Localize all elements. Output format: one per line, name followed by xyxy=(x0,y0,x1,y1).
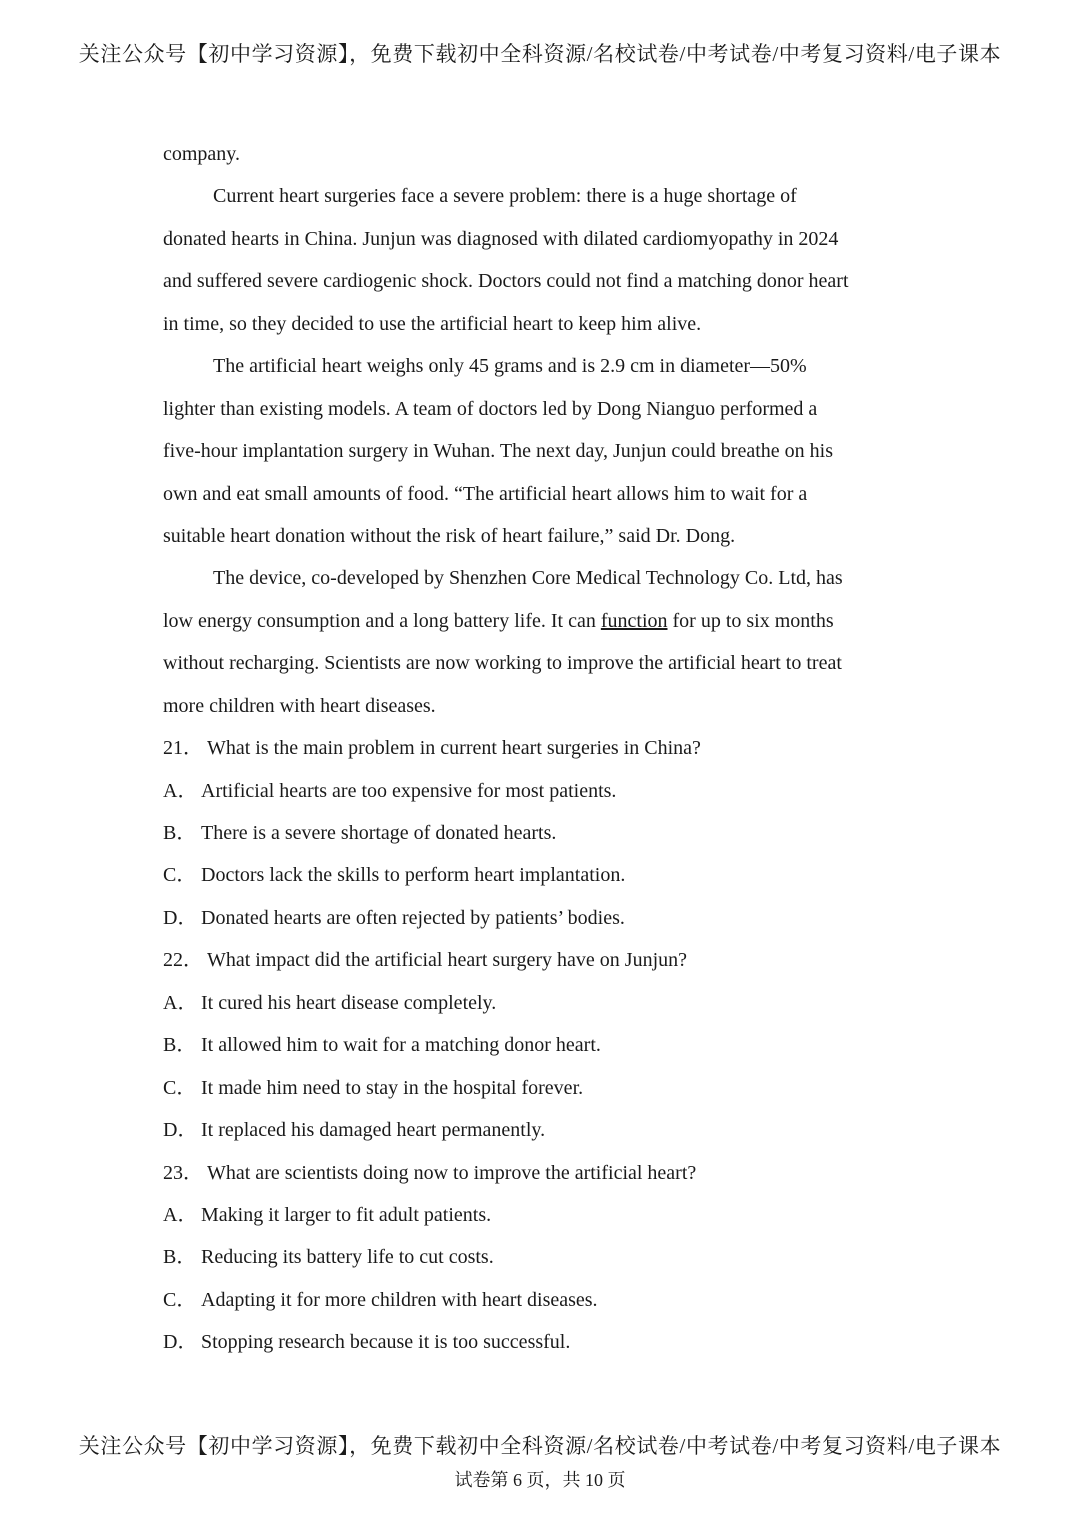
question-number: 23． xyxy=(163,1161,203,1184)
option-letter: D． xyxy=(163,906,198,929)
option-letter: D． xyxy=(163,1119,198,1142)
option-letter: B． xyxy=(163,1246,197,1269)
passage-line: and suffered severe cardiogenic shock. Doctors could not find a matching donor heart xyxy=(163,270,849,293)
option-text: It allowed him to wait for a matching donor heart. xyxy=(201,1034,601,1057)
option-21-b[interactable] xyxy=(163,819,923,861)
option-text: Making it larger to fit adult patients. xyxy=(201,1203,492,1226)
option-letter: A． xyxy=(163,991,198,1014)
option-text: It made him need to stay in the hospital forever. xyxy=(201,1076,584,1099)
exam-content xyxy=(163,140,923,1371)
question-number: 22． xyxy=(163,949,203,972)
passage-line: company. xyxy=(163,143,241,165)
passage-line: five-hour implantation surgery in Wuhan. The next day, Junjun could breathe on his xyxy=(163,440,833,463)
option-text: It cured his heart disease completely. xyxy=(201,991,497,1014)
question-23 xyxy=(163,1159,923,1201)
passage-text: for up to six months xyxy=(667,609,834,632)
question-text: What impact did the artificial heart surgery have on Junjun? xyxy=(207,949,688,972)
option-text: Artificial hearts are too expensive for most patients. xyxy=(201,779,617,802)
question-number: 21． xyxy=(163,737,203,760)
passage-line: without recharging. Scientists are now working to improve the artificial heart to treat xyxy=(163,652,842,675)
option-letter: B． xyxy=(163,1034,197,1057)
passage-line: more children with heart diseases. xyxy=(163,694,436,717)
option-22-b[interactable] xyxy=(163,1031,923,1073)
question-text: What is the main problem in current heart surgeries in China? xyxy=(207,737,701,760)
passage-line: donated hearts in China. Junjun was diagnosed with dilated cardiomyopathy in 2024 xyxy=(163,227,839,250)
option-text: It replaced his damaged heart permanently. xyxy=(201,1119,546,1142)
option-22-d[interactable] xyxy=(163,1116,923,1158)
option-letter: A． xyxy=(163,1203,198,1226)
passage-line: in time, so they decided to use the artificial heart to keep him alive. xyxy=(163,312,702,335)
option-letter: C． xyxy=(163,864,197,887)
option-21-c[interactable] xyxy=(163,861,923,903)
option-21-d[interactable] xyxy=(163,904,923,946)
passage-line xyxy=(163,607,923,649)
header-banner: 关注公众号【初中学习资源】，免费下载初中全科资源/名校试卷/中考试卷/中考复习资料/电子课本 xyxy=(78,42,1002,66)
option-letter: C． xyxy=(163,1076,197,1099)
question-21 xyxy=(163,734,923,776)
option-23-d[interactable] xyxy=(163,1328,923,1370)
option-text: Adapting it for more children with heart diseases. xyxy=(201,1288,598,1311)
option-text: Stopping research because it is too successful. xyxy=(201,1331,571,1354)
option-text: Doctors lack the skills to perform heart implantation. xyxy=(201,864,626,887)
option-22-c[interactable] xyxy=(163,1074,923,1116)
option-text: Donated hearts are often rejected by patients’ bodies. xyxy=(201,906,625,929)
passage-line: The artificial heart weighs only 45 grams and is 2.9 cm in diameter—50% xyxy=(213,355,807,378)
passage-text: low energy consumption and a long battery life. It can xyxy=(163,609,601,632)
option-22-a[interactable] xyxy=(163,989,923,1031)
option-text: There is a severe shortage of donated hearts. xyxy=(201,822,557,844)
option-23-a[interactable] xyxy=(163,1201,923,1243)
option-letter: D． xyxy=(163,1331,198,1354)
option-letter: A． xyxy=(163,779,198,802)
option-letter: C． xyxy=(163,1288,197,1311)
page-number: 试卷第 6 页，共 10 页 xyxy=(454,1470,626,1490)
option-letter: B． xyxy=(163,822,197,844)
passage-line: The device, co-developed by Shenzhen Core Medical Technology Co. Ltd, has xyxy=(213,567,843,590)
option-21-a[interactable] xyxy=(163,777,923,819)
passage-line: Current heart surgeries face a severe problem: there is a huge shortage of xyxy=(213,185,797,208)
option-23-b[interactable] xyxy=(163,1243,923,1285)
option-text: Reducing its battery life to cut costs. xyxy=(201,1246,494,1269)
question-text: What are scientists doing now to improve the artificial heart? xyxy=(207,1161,697,1184)
passage-line: own and eat small amounts of food. “The artificial heart allows him to wait for a xyxy=(163,482,808,505)
underlined-word: function xyxy=(600,609,668,632)
footer-banner: 关注公众号【初中学习资源】，免费下载初中全科资源/名校试卷/中考试卷/中考复习资料/电子课本 xyxy=(78,1434,1002,1458)
option-23-c[interactable] xyxy=(163,1286,923,1328)
passage-line: suitable heart donation without the risk of heart failure,” said Dr. Dong. xyxy=(163,524,736,547)
passage-line: lighter than existing models. A team of doctors led by Dong Nianguo performed a xyxy=(163,397,818,420)
question-22 xyxy=(163,946,923,988)
